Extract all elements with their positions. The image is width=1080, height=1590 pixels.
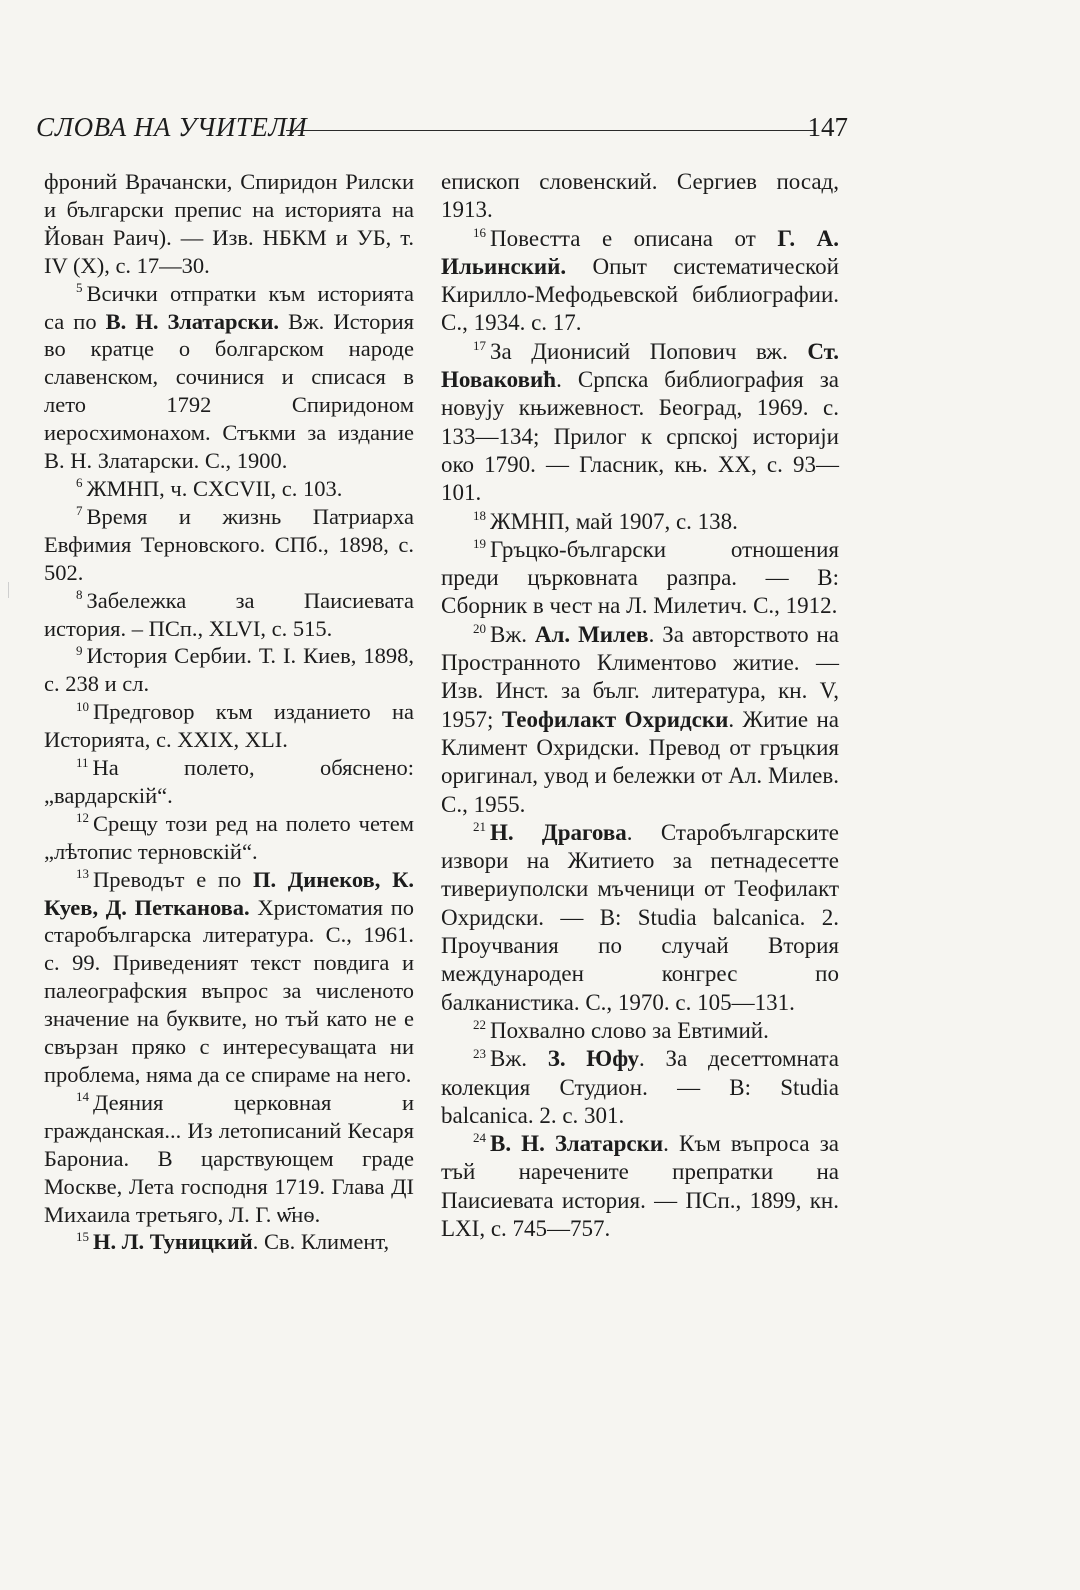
footnote-9 bbox=[44, 642, 414, 698]
footnote-text: Гръцко-български отношения преди църковната разпра. — В: Сборник в чест на Л. Милетич. С., 1912. bbox=[441, 536, 839, 619]
footnote-number: 13 bbox=[76, 866, 89, 882]
footnote-7 bbox=[44, 503, 414, 587]
footnote-text: Похвално слово за Евтимий. bbox=[490, 1017, 769, 1043]
footnote-text: . За авторството на Пространното Климентово житие. — Изв. Инст. за бълг. литература, кн. V, 1957; bbox=[441, 621, 839, 732]
author-name: Г. А. Ильинский. bbox=[441, 225, 839, 279]
footnote-text: ЖМНП, ч. CXCVII, с. 103. bbox=[86, 475, 343, 501]
footnote-text: . Српска библиография за новују књижевност. Београд, 1969. с. 133—134; Прилог к српској историји око 1790. — Гласник, књ. XX, с. 93—101. bbox=[441, 367, 839, 506]
footnote-number: 23 bbox=[473, 1045, 486, 1061]
footnote-16 bbox=[441, 225, 839, 338]
footnote-19 bbox=[441, 536, 839, 621]
author-name: Н. Л. Туницкий bbox=[93, 1229, 253, 1255]
footnote-number: 17 bbox=[473, 338, 486, 354]
footnote-number: 10 bbox=[76, 698, 89, 714]
page-header bbox=[36, 108, 848, 154]
author-name: Ст. Новаковић bbox=[441, 338, 839, 393]
footnote-number: 24 bbox=[473, 1130, 486, 1146]
footnote-number: 8 bbox=[76, 587, 83, 603]
footnote-11 bbox=[44, 754, 414, 810]
footnote-12 bbox=[44, 810, 414, 866]
footnote-text: Срещу този ред на полето четем „лѣтопис терновскій“. bbox=[44, 810, 414, 864]
footnote-number: 9 bbox=[76, 642, 83, 658]
page-number: 147 bbox=[807, 112, 848, 142]
footnote-6 bbox=[44, 475, 414, 503]
footnote-number: 22 bbox=[473, 1017, 486, 1033]
author-name: В. Н. Златарски bbox=[490, 1131, 664, 1157]
author-name: Ал. Милев bbox=[534, 621, 649, 647]
footnote-text: Опыт систематической Кирилло-Мефодьевской библиографии. С., 1934. с. 17. bbox=[441, 253, 839, 336]
footnote-text: . Житие на Климент Охридски. Превод от гръцкия оригинал, увод и бележки от Ал. Милев. С., 1955. bbox=[441, 706, 839, 817]
footnote-24 bbox=[441, 1130, 839, 1243]
footnote-number: 15 bbox=[76, 1228, 89, 1244]
scan-margin-mark bbox=[8, 582, 15, 598]
author-name: Теофилакт Охридски bbox=[501, 706, 729, 732]
footnote-text: История Сербии. Т. I. Киев, 1898, с. 238 и сл. bbox=[44, 643, 414, 697]
author-name: Н. Драгова bbox=[490, 819, 627, 845]
footnote-text: епископ словенский. Сергиев посад, 1913. bbox=[441, 169, 839, 223]
footnote-22 bbox=[441, 1017, 839, 1045]
footnote-23 bbox=[441, 1045, 839, 1130]
footnote-text: На полето, обяснено: „вардарскій“. bbox=[44, 755, 414, 808]
footnote-text: Вж. bbox=[490, 621, 535, 647]
footnote-text: Преводът е по bbox=[93, 866, 253, 892]
footnote-text: Предговор към изданието на Историята, с. XXIX, XLI. bbox=[44, 699, 414, 753]
footnote-15 bbox=[44, 1228, 414, 1256]
footnote-continuation bbox=[441, 168, 839, 225]
footnote-17 bbox=[441, 338, 839, 508]
footnote-number: 6 bbox=[76, 475, 83, 491]
footnote-18 bbox=[441, 508, 839, 536]
footnote-text: Повестта е описана от bbox=[490, 225, 778, 251]
footnote-13 bbox=[44, 866, 414, 1089]
footnote-text: Вж. bbox=[490, 1046, 548, 1072]
footnote-number: 19 bbox=[473, 536, 486, 552]
author-name: П. Динеков, К. Куев, Д. Петканова. bbox=[44, 866, 415, 920]
footnote-text: Время и жизнь Патриарха Евфимия Терновского. СПб., 1898, с. 502. bbox=[44, 503, 414, 585]
footnote-text: фроний Врачански, Спиридон Рилски и български препис на историята на Йован Раич). — Изв. НБКМ и УБ, т. IV (X), с. 17—30. bbox=[44, 169, 414, 278]
footnote-number: 21 bbox=[473, 819, 486, 835]
footnote-8 bbox=[44, 587, 414, 643]
footnote-21 bbox=[441, 819, 839, 1017]
footnote-text: Христоматия по старобългарска литература. С., 1961. с. 99. Приведеният текст повдига и палеографския въпрос за численото значение на буквите, но тъй като не е свързан пряко с интересуващата ни проблема, няма да се спираме на него. bbox=[44, 894, 414, 1087]
footnote-20 bbox=[441, 621, 839, 819]
footnotes-left-column bbox=[44, 168, 414, 1256]
footnote-number: 7 bbox=[76, 503, 83, 519]
footnote-text: Вж. История во кратце о болгарском народе славенском, сочинися и списася в лето 1792 Спиридоном иеросхимонахом. Стъкми за издание В. Н. Златарски. С., 1900. bbox=[44, 308, 414, 474]
author-name: В. Н. Златарски. bbox=[105, 308, 280, 334]
footnote-text: ЖМНП, май 1907, с. 138. bbox=[490, 508, 738, 534]
footnote-number: 12 bbox=[76, 810, 89, 826]
footnote-continuation bbox=[44, 168, 414, 280]
running-title: СЛОВА НА УЧИТЕЛИ bbox=[36, 112, 308, 142]
footnote-10 bbox=[44, 698, 414, 754]
footnote-text: За Дионисий Попович вж. bbox=[490, 338, 808, 364]
footnote-text: Забележка за Паисиевата история. – ПСп., XLVI, с. 515. bbox=[44, 587, 414, 641]
footnote-text: . Към въпроса за тъй наречените препратки на Паисиевата история. — ПСп., 1899, кн. LXI, с. 745—757. bbox=[441, 1131, 839, 1241]
footnote-number: 20 bbox=[473, 621, 486, 637]
footnote-text: Всички отпратки към историята са по bbox=[44, 280, 414, 334]
author-name: З. Юфу bbox=[547, 1046, 640, 1072]
footnote-number: 16 bbox=[473, 224, 486, 240]
footnote-number: 11 bbox=[76, 754, 89, 770]
footnote-number: 18 bbox=[473, 507, 486, 523]
footnotes-right-column bbox=[441, 168, 839, 1243]
footnote-14 bbox=[44, 1089, 414, 1229]
footnote-5 bbox=[44, 280, 414, 475]
footnote-number: 14 bbox=[76, 1089, 89, 1105]
footnote-text: . За десеттомната колекция Студион. — В: Studia balcanica. 2. с. 301. bbox=[441, 1046, 840, 1128]
footnote-number: 5 bbox=[76, 280, 83, 296]
footnote-text: . Св. Климент, bbox=[252, 1229, 390, 1255]
header-rule bbox=[286, 130, 816, 131]
footnote-text: . Старобългарските извори на Житието за петнадесетте тивериуполски мъченици от Теофилакт Охридски. — В: Studia balcanica. 2. Проучвания по случай Втория международен конгрес по балканистика. С., 1970. с. 105—131. bbox=[441, 819, 839, 1015]
footnote-text: Деяния церковная и гражданская... Из летописаний Кесаря Барониа. В царствующем граде Москве, Лета господня 1719. Глава ДІ Михаила третьяго, Л. Г. ѡ҃нѳ. bbox=[44, 1089, 414, 1227]
